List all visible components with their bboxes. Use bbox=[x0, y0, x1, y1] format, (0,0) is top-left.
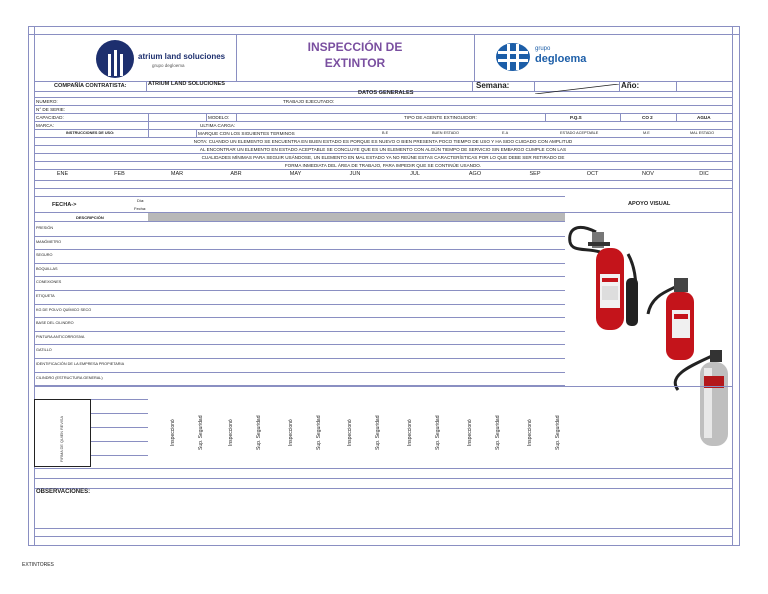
table-row bbox=[34, 249, 565, 250]
ultima-carga-label: ULTIMA CARGA: bbox=[200, 123, 236, 128]
degloema-logo-icon bbox=[495, 42, 531, 72]
month-label-nov: NOV bbox=[642, 171, 654, 177]
extinguisher-pictures bbox=[566, 218, 732, 456]
month-label-dic: DIC bbox=[699, 171, 709, 177]
note-line-4: FORMA INMEDIATA DEL ÁREA DE TRABAJO, PARA IMPEDIR QUE SE CONTINÚE USANDO. bbox=[284, 163, 482, 168]
table-row bbox=[34, 236, 565, 237]
item-label: IDENTIFICACIÓN DE LA EMPRESA PROPIETARIA bbox=[36, 362, 125, 366]
table-row bbox=[34, 372, 565, 373]
week-field[interactable] bbox=[534, 81, 620, 91]
be-label: B.E bbox=[382, 131, 389, 135]
months-row bbox=[34, 170, 732, 181]
inspector-signature-label: Inspeccionó bbox=[228, 419, 234, 446]
capacidad-label: CAPACIDAD: bbox=[36, 115, 64, 120]
table-row bbox=[34, 290, 565, 291]
security-signature-label: Sup. Seguridad bbox=[495, 415, 501, 450]
estado-aceptable-label: ESTADO ACEPTABLE bbox=[560, 131, 599, 135]
tipo-agente-label: TIPO DE AGENTE EXTINGUIDOR: bbox=[404, 115, 477, 120]
trabajo-label: TRABAJO EJECUTADO: bbox=[283, 99, 335, 104]
item-label: GATILLO bbox=[36, 348, 52, 353]
month-label-sep: SEP bbox=[529, 171, 541, 177]
item-label: ETIQUETA bbox=[36, 294, 55, 298]
instrucciones-label: INSTRUCCIONES DE USO: bbox=[66, 131, 115, 135]
item-label: KG DE POLVO QUÍMICO SECO bbox=[36, 307, 92, 312]
item-label: CILINDRO (ESTRUCTURA GENERAL) bbox=[36, 375, 103, 380]
item-label: PINTURA ANTICORROSIVA bbox=[36, 334, 85, 339]
general-section-title: DATOS GENERALES bbox=[358, 90, 414, 96]
month-label-may: MAY bbox=[289, 171, 302, 177]
item-label: SEGURO bbox=[36, 253, 53, 258]
week-label: Semana: bbox=[476, 81, 510, 90]
degloema-logo-group: grupo bbox=[535, 46, 551, 52]
inspector-signature-label: Inspeccionó bbox=[407, 419, 413, 446]
table-row bbox=[34, 317, 565, 318]
company-value: ATRIUM LAND SOLUCIONES bbox=[148, 81, 225, 87]
mal-estado-label: MAL ESTADO bbox=[690, 131, 715, 135]
atrium-logo-icon bbox=[96, 40, 134, 78]
item-label: BOQUILLAS bbox=[36, 266, 58, 271]
note-line-3: CUALIDADES MÍNIMAS PARA SEGUIR USÁNDOSE, UN ELEMENTO EN MAL ESTADO YA NO REÚNE ESTAS CARACTERÍSTICAS POR LO QUE DEBE SER RETIRADO DE bbox=[201, 155, 565, 160]
dia-label: Día: bbox=[137, 198, 145, 203]
agua-label: AGUA bbox=[697, 115, 711, 120]
degloema-logo-name: degloema bbox=[535, 53, 587, 65]
security-signature-label: Sup. Seguridad bbox=[316, 415, 322, 450]
page-title-line1: INSPECCIÓN DE bbox=[307, 40, 403, 54]
month-label-jun: JUN bbox=[349, 171, 361, 177]
fecha-label: FECHA-> bbox=[52, 202, 77, 208]
page-title-line2: EXTINTOR bbox=[324, 56, 386, 70]
note-line-2: AL ENCONTRAR UN ELEMENTO EN ESTADO ACEPTABLE SE CONCLUYE QUE ES UN ELEMENTO CON ALGÚN TIEMPO DE SERVICIO SIN EMBARGO CUMPLE CON LAS bbox=[199, 147, 567, 152]
note-line-1: NOTA: CUANDO UN ELEMENTO SE ENCUENTRA EN BUEN ESTADO ES PORQUE ES NUEVO O BIEN PRESENTA POCO TIEMPO DE USO Y HA SIDO CUIDADO CON AMPLITUD bbox=[193, 139, 573, 144]
gray-header-band bbox=[148, 213, 565, 221]
table-row bbox=[34, 276, 565, 277]
fecha-sub-label: Fecha: bbox=[134, 206, 147, 211]
item-label: PRESIÓN bbox=[36, 226, 54, 230]
inspector-signature-label: Inspeccionó bbox=[288, 419, 294, 446]
inspector-signature-label: Inspeccionó bbox=[170, 419, 176, 446]
month-label-jul: JUL bbox=[410, 171, 420, 177]
marque-label: MARQUE CON LOS SIGUIENTES TERMINOS bbox=[198, 131, 295, 136]
marca-label: MARCA: bbox=[36, 123, 54, 128]
month-label-feb: FEB bbox=[114, 171, 125, 177]
month-label-ago: AGO bbox=[468, 171, 482, 177]
atrium-logo-sub: grupo degloema bbox=[152, 63, 185, 68]
footer-label: EXTINTORES bbox=[22, 562, 54, 568]
month-label-ene: ENE bbox=[56, 171, 69, 177]
table-row bbox=[34, 304, 565, 305]
table-row bbox=[34, 344, 565, 345]
month-label-mar: MAR bbox=[170, 171, 184, 177]
item-label: CONEXIONES bbox=[36, 280, 62, 285]
observaciones-field[interactable] bbox=[34, 497, 732, 529]
table-row bbox=[34, 358, 565, 359]
inspector-signature-label: Inspeccionó bbox=[467, 419, 473, 446]
item-label: MANÓMETRO bbox=[36, 239, 62, 244]
apoyo-visual-label: APOYO VISUAL bbox=[628, 201, 671, 207]
me-label: M.E bbox=[643, 131, 650, 135]
security-signature-label: Sup. Seguridad bbox=[375, 415, 381, 450]
security-signature-label: Sup. Seguridad bbox=[256, 415, 262, 450]
numero-label: NUMERO: bbox=[36, 99, 58, 104]
signature-box-label: FIRMA DE QUIEN REVISA bbox=[60, 416, 64, 462]
co2-label: CO 2 bbox=[642, 115, 653, 120]
table-row bbox=[34, 331, 565, 332]
year-label: Año: bbox=[621, 81, 640, 90]
modelo-label: MODELO: bbox=[208, 115, 230, 120]
serie-label: N° DE SERIE: bbox=[36, 107, 66, 112]
security-signature-label: Sup. Seguridad bbox=[435, 415, 441, 450]
inspector-signature-label: Inspeccionó bbox=[347, 419, 353, 446]
descripcion-label: DESCRIPCIÓN bbox=[76, 215, 104, 220]
company-value-field[interactable] bbox=[146, 81, 473, 91]
month-label-oct: OCT bbox=[586, 171, 599, 177]
atrium-logo-name: atrium land soluciones bbox=[138, 52, 226, 61]
table-row bbox=[34, 263, 565, 264]
security-signature-label: Sup. Seguridad bbox=[555, 415, 561, 450]
buen-estado-label: BUEN ESTADO bbox=[432, 131, 459, 135]
ea-label: E.A bbox=[502, 131, 509, 135]
inspector-signature-label: Inspeccionó bbox=[527, 419, 533, 446]
item-label: BASE DEL CILINDRO bbox=[36, 321, 74, 326]
security-signature-label: Sup. Seguridad bbox=[198, 415, 204, 450]
month-label-abr: ABR bbox=[230, 171, 242, 177]
company-label: COMPAÑÍA CONTRATISTA: bbox=[54, 83, 127, 89]
observaciones-label: OBSERVACIONES: bbox=[36, 489, 91, 495]
pqs-label: P.Q.S bbox=[570, 115, 582, 120]
